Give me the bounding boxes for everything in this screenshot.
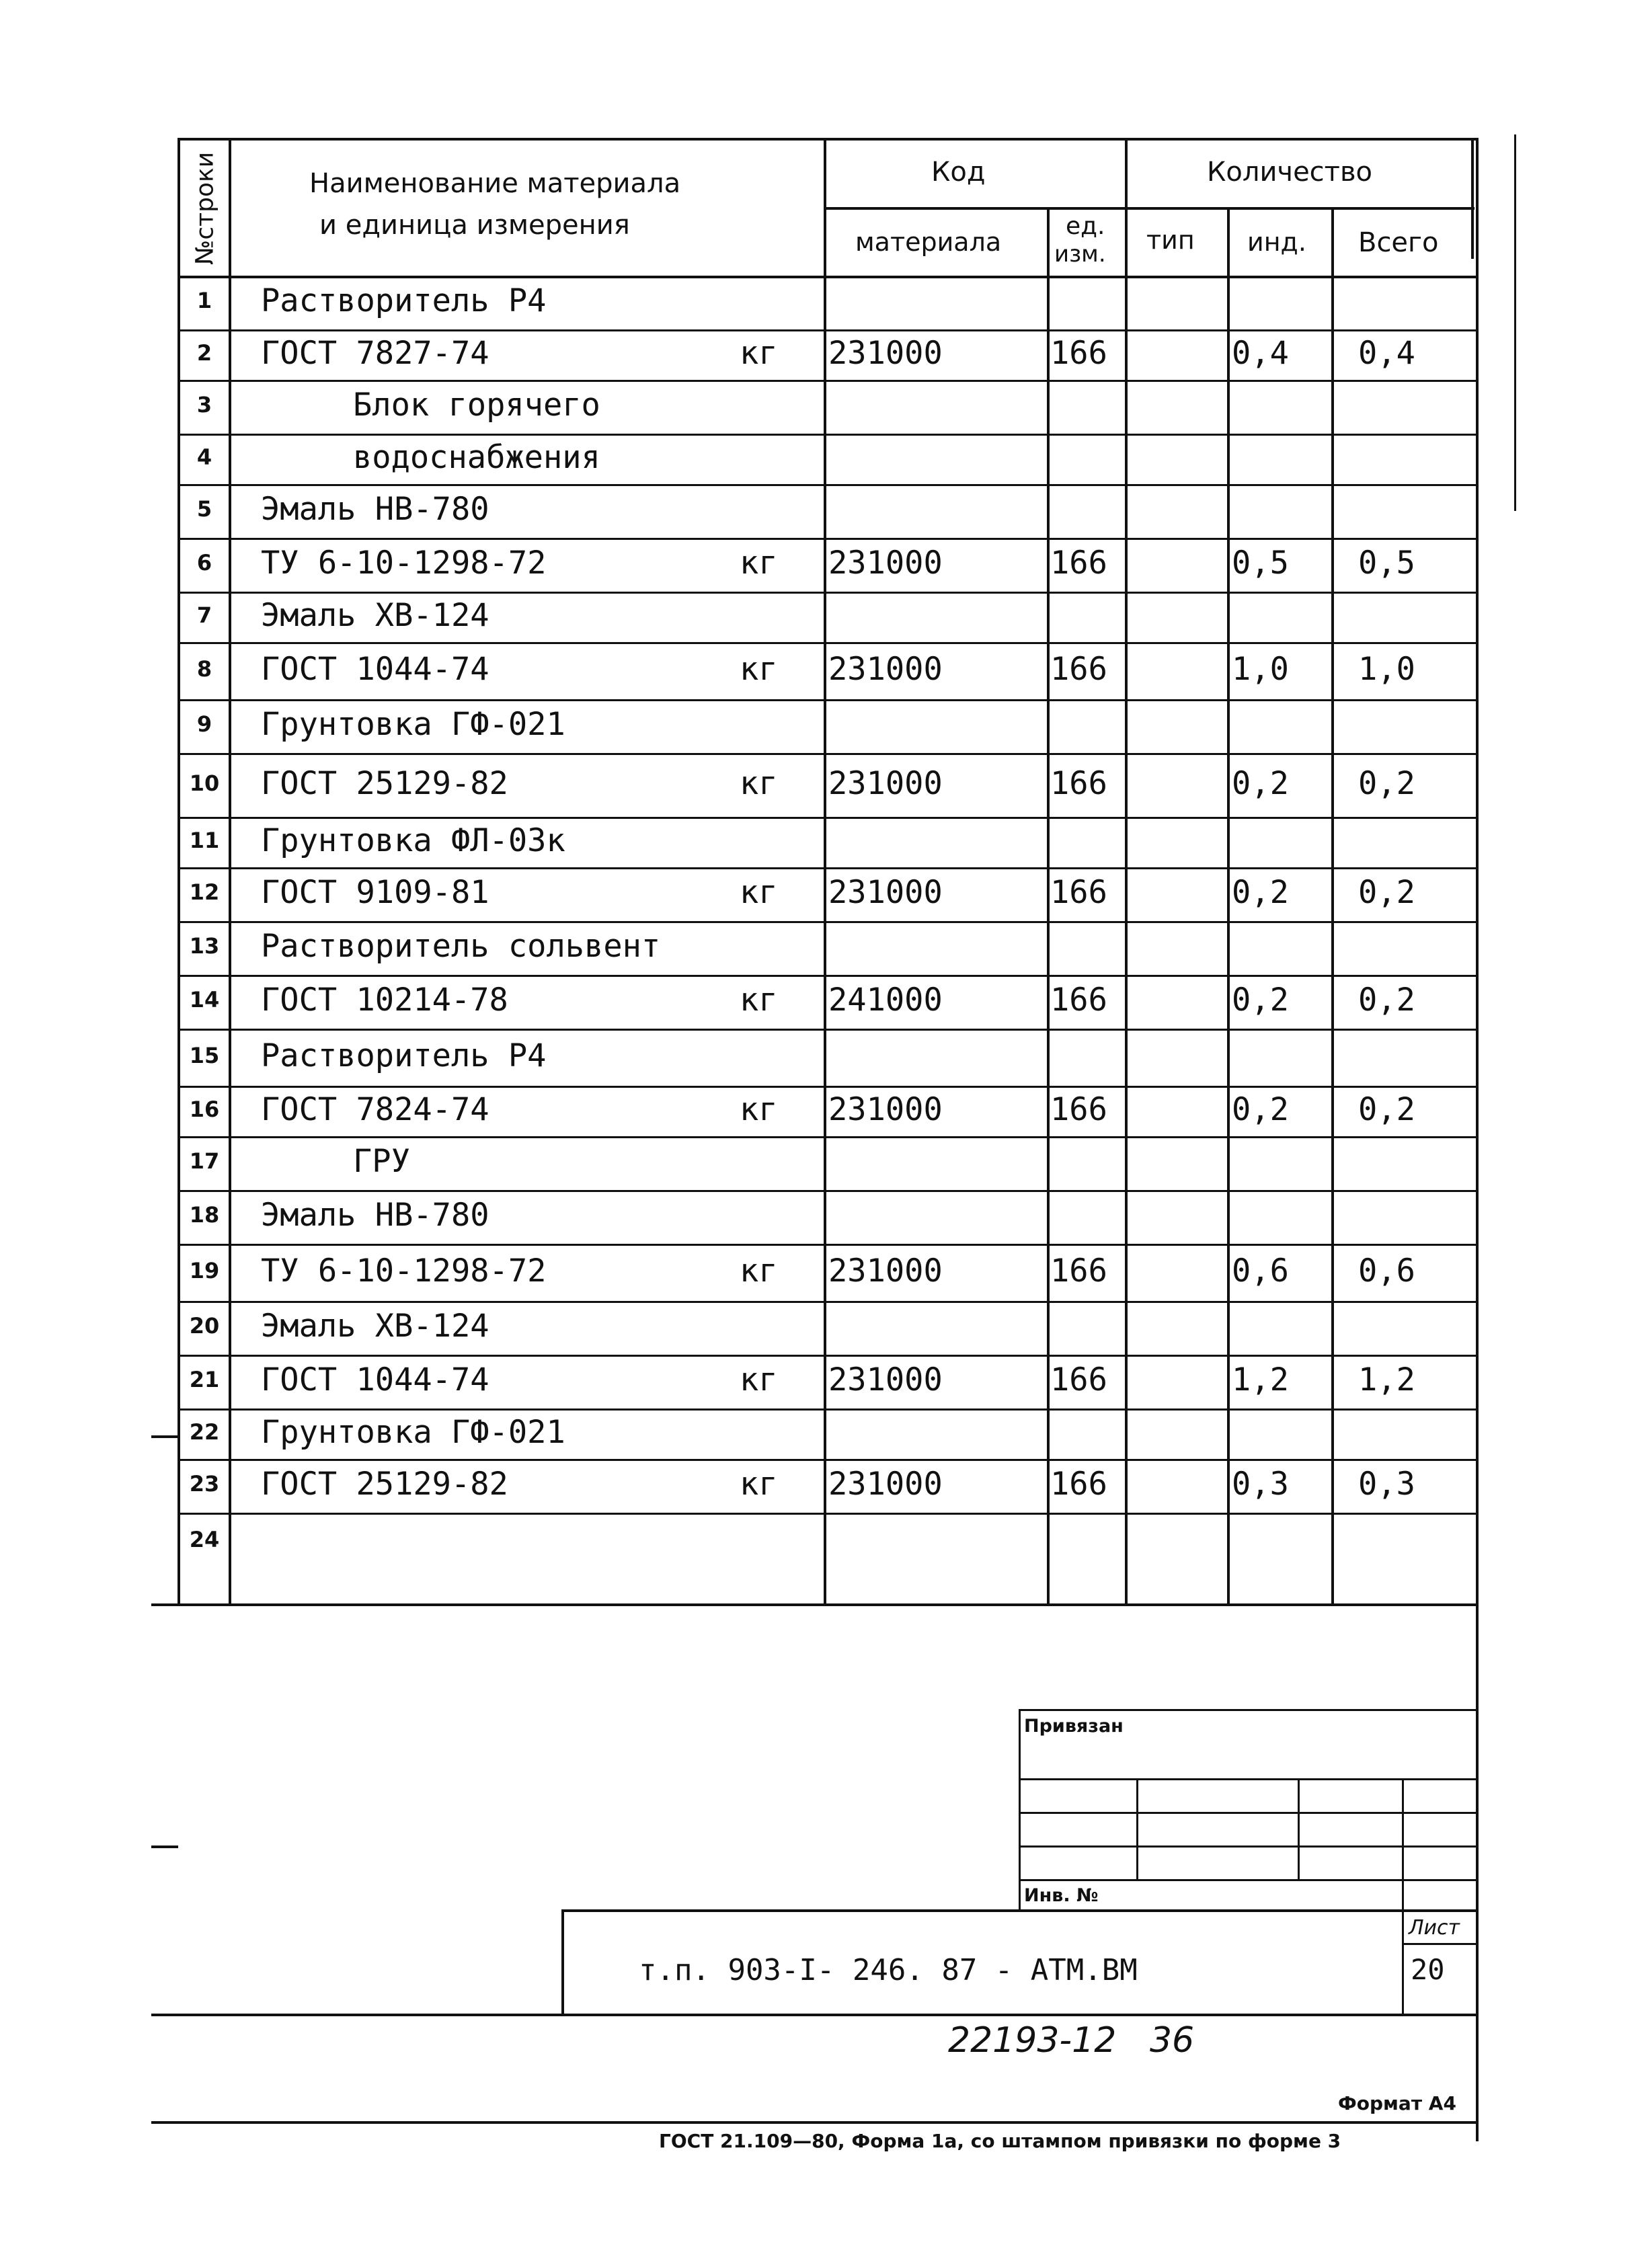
- row-number: 4: [196, 444, 212, 470]
- unit-name: кг: [740, 1466, 778, 1503]
- material-name: Растворитель Р4: [261, 1037, 547, 1074]
- row-number: 22: [189, 1419, 220, 1445]
- list-number: 20: [1411, 1953, 1445, 1986]
- list-label: Лист: [1409, 1916, 1460, 1940]
- row-number: 16: [189, 1096, 220, 1122]
- row-divider: [178, 329, 1476, 331]
- row-divider: [178, 867, 1476, 869]
- stamp-col-1: [1136, 1778, 1138, 1879]
- material-code: 231000: [828, 650, 943, 688]
- type-header: тип: [1146, 225, 1195, 255]
- footer-line: [151, 2121, 1476, 2124]
- stamp-line-1: [1019, 1778, 1476, 1780]
- designation: т.п. 903-I- 246. 87 - АТМ.ВМ: [639, 1953, 1138, 1987]
- material-name: ГОСТ 10214-78: [261, 982, 508, 1019]
- row-number-header-text: №строки: [191, 151, 219, 266]
- qty-total: 1,0: [1358, 650, 1415, 688]
- col-sep-total: [1471, 138, 1474, 259]
- material-code: 231000: [828, 1252, 943, 1289]
- material-name: ГОСТ 7827-74: [261, 334, 489, 372]
- unit-name: кг: [740, 874, 778, 911]
- material-name: ГОСТ 9109-81: [261, 874, 489, 911]
- page-right-edge: [1514, 134, 1516, 511]
- row-number: 5: [196, 496, 212, 522]
- row-number: 2: [196, 340, 212, 366]
- row-divider: [178, 380, 1476, 382]
- unit-code: 166: [1050, 1361, 1107, 1398]
- row-number: 18: [189, 1202, 220, 1228]
- qty-total: 0,2: [1358, 1090, 1415, 1128]
- unit-code: 166: [1050, 874, 1107, 911]
- material-name: ГОСТ 25129-82: [261, 764, 508, 802]
- qty-individual: 0,4: [1232, 334, 1289, 372]
- unit-name: кг: [740, 334, 778, 372]
- row-number: 7: [196, 602, 212, 628]
- material-name: ГОСТ 1044-74: [261, 1361, 489, 1398]
- row-divider: [178, 434, 1476, 436]
- margin-tick-2: [151, 1845, 178, 1848]
- row-divider: [178, 817, 1476, 819]
- material-name: Эмаль ХВ-124: [261, 1308, 489, 1345]
- row-number: 15: [189, 1042, 220, 1068]
- unit-code: 166: [1050, 334, 1107, 372]
- inv-no-label: Инв. №: [1024, 1885, 1099, 1906]
- row-number: 10: [189, 770, 220, 796]
- unit-header-line2: изм.: [1054, 241, 1106, 268]
- material-code: 231000: [828, 545, 943, 582]
- qty-individual: 0,2: [1232, 982, 1289, 1019]
- margin-tick-1: [151, 1435, 178, 1438]
- qty-total: 1,2: [1358, 1361, 1415, 1398]
- material-name: Блок горячего: [353, 387, 600, 424]
- material-code: 231000: [828, 1361, 943, 1398]
- qty-individual: 0,2: [1232, 1090, 1289, 1128]
- row-divider: [178, 1086, 1476, 1088]
- qty-individual: 1,0: [1232, 650, 1289, 688]
- unit-header-line1: ед.: [1066, 212, 1105, 240]
- col-sep-name: [824, 138, 826, 1603]
- unit-code: 166: [1050, 982, 1107, 1019]
- title-left: [561, 1909, 564, 2015]
- stamp-line-4: [1019, 1879, 1476, 1881]
- qty-total: 0,2: [1358, 982, 1415, 1019]
- header-mid: [824, 207, 1474, 210]
- unit-name: кг: [740, 1252, 778, 1289]
- quantity-header: Количество: [1207, 157, 1373, 188]
- header-top: [178, 138, 1476, 141]
- title-top: [561, 1909, 1476, 1912]
- material-name: ТУ 6-10-1298-72: [261, 545, 547, 582]
- row-number: 24: [189, 1526, 220, 1552]
- table-right-border: [1476, 138, 1479, 2141]
- format-label: Формат А4: [1338, 2092, 1456, 2114]
- material-name: Эмаль НВ-780: [261, 491, 489, 528]
- material-name: Растворитель Р4: [261, 282, 547, 319]
- unit-name: кг: [740, 982, 778, 1019]
- gost-footnote: ГОСТ 21.109—80, Форма 1а, со штампом привязки по форме 3: [659, 2130, 1341, 2152]
- qty-total: 0,2: [1358, 764, 1415, 802]
- row-number: 23: [189, 1471, 220, 1497]
- qty-individual: 0,5: [1232, 545, 1289, 582]
- privyazan-label: Привязан: [1024, 1716, 1124, 1737]
- unit-code: 166: [1050, 1466, 1107, 1503]
- unit-code: 166: [1050, 545, 1107, 582]
- material-code: 231000: [828, 1090, 943, 1128]
- row-divider: [178, 1301, 1476, 1303]
- qty-individual: 0,2: [1232, 764, 1289, 802]
- row-divider: [178, 592, 1476, 594]
- row-number: 13: [189, 933, 220, 959]
- qty-total: 0,2: [1358, 874, 1415, 911]
- table-bottom: [151, 1603, 1476, 1606]
- row-divider: [178, 753, 1476, 755]
- row-divider: [178, 484, 1476, 486]
- row-number: 21: [189, 1367, 220, 1392]
- row-divider: [178, 1355, 1476, 1357]
- qty-total: 0,4: [1358, 334, 1415, 372]
- name-header-line1: Наименование материала: [309, 168, 681, 199]
- material-code: 231000: [828, 874, 943, 911]
- qty-total: 0,3: [1358, 1466, 1415, 1503]
- unit-code: 166: [1050, 764, 1107, 802]
- stamp-col-3: [1402, 1778, 1404, 1909]
- col-sep-code: [1125, 138, 1128, 1603]
- row-divider: [178, 642, 1476, 644]
- col-sep-type: [1227, 208, 1230, 1603]
- row-divider: [178, 1459, 1476, 1461]
- unit-code: 166: [1050, 650, 1107, 688]
- qty-individual: 1,2: [1232, 1361, 1289, 1398]
- qty-total: 0,5: [1358, 545, 1415, 582]
- material-header: материала: [855, 227, 1002, 257]
- ind-header: инд.: [1247, 227, 1306, 257]
- row-number: 8: [196, 656, 212, 682]
- material-name: Грунтовка ФЛ-03к: [261, 822, 565, 859]
- row-divider: [178, 1190, 1476, 1192]
- row-number: 9: [196, 711, 212, 737]
- unit-name: кг: [740, 1090, 778, 1128]
- material-name: Грунтовка ГФ-021: [261, 1413, 565, 1451]
- material-code: 231000: [828, 1466, 943, 1503]
- header-bottom: [178, 276, 1476, 278]
- material-code: 231000: [828, 334, 943, 372]
- row-number: 12: [189, 879, 220, 905]
- stamp-line-3: [1019, 1845, 1476, 1848]
- stamp-top: [1019, 1709, 1476, 1711]
- qty-total: 0,6: [1358, 1252, 1415, 1289]
- unit-name: кг: [740, 545, 778, 582]
- row-number: 6: [196, 550, 212, 575]
- qty-individual: 0,3: [1232, 1466, 1289, 1503]
- row-divider: [178, 1136, 1476, 1138]
- col-sep-material: [1047, 208, 1050, 1603]
- material-name: водоснабжения: [353, 438, 600, 476]
- qty-individual: 0,2: [1232, 874, 1289, 911]
- row-divider: [178, 1029, 1476, 1031]
- material-code: 231000: [828, 764, 943, 802]
- name-header-line2: и единица измерения: [319, 210, 630, 241]
- material-code: 241000: [828, 982, 943, 1019]
- material-name: ГОСТ 7824-74: [261, 1090, 489, 1128]
- row-divider: [178, 975, 1476, 977]
- material-name: ТУ 6-10-1298-72: [261, 1252, 547, 1289]
- row-divider: [178, 1244, 1476, 1246]
- row-divider: [178, 921, 1476, 923]
- material-name: Грунтовка ГФ-021: [261, 706, 565, 743]
- unit-code: 166: [1050, 1090, 1107, 1128]
- unit-name: кг: [740, 650, 778, 688]
- material-name: Растворитель сольвент: [261, 928, 661, 965]
- material-name: ГОСТ 25129-82: [261, 1466, 508, 1503]
- unit-code: 166: [1050, 1252, 1107, 1289]
- material-name: Эмаль ХВ-124: [261, 596, 489, 634]
- material-name: ГОСТ 1044-74: [261, 650, 489, 688]
- row-number: 19: [189, 1257, 220, 1283]
- unit-name: кг: [740, 764, 778, 802]
- total-header: Всего: [1358, 227, 1439, 258]
- col-sep-ind: [1331, 208, 1334, 1603]
- col-sep-num: [229, 138, 231, 1603]
- stamp-col-2: [1298, 1778, 1300, 1879]
- row-divider: [178, 1513, 1476, 1515]
- row-number: 11: [189, 827, 220, 853]
- row-number: 14: [189, 987, 220, 1013]
- handwritten-number: 22193-12 36: [948, 2020, 1195, 2061]
- row-number-header: [182, 141, 229, 276]
- row-divider: [178, 1408, 1476, 1411]
- row-number: 17: [189, 1148, 220, 1174]
- row-number: 3: [196, 392, 212, 418]
- title-bottom: [151, 2014, 1476, 2016]
- code-header: Код: [931, 157, 986, 188]
- material-name: Эмаль НВ-780: [261, 1197, 489, 1234]
- unit-name: кг: [740, 1361, 778, 1398]
- stamp-line-2: [1019, 1812, 1476, 1814]
- qty-individual: 0,6: [1232, 1252, 1289, 1289]
- row-number: 1: [196, 288, 212, 313]
- material-name: ГРУ: [353, 1143, 410, 1180]
- row-divider: [178, 699, 1476, 701]
- row-divider: [178, 538, 1476, 540]
- list-sep: [1402, 1943, 1476, 1945]
- row-number: 20: [189, 1313, 220, 1339]
- list-col-left: [1402, 1909, 1404, 2014]
